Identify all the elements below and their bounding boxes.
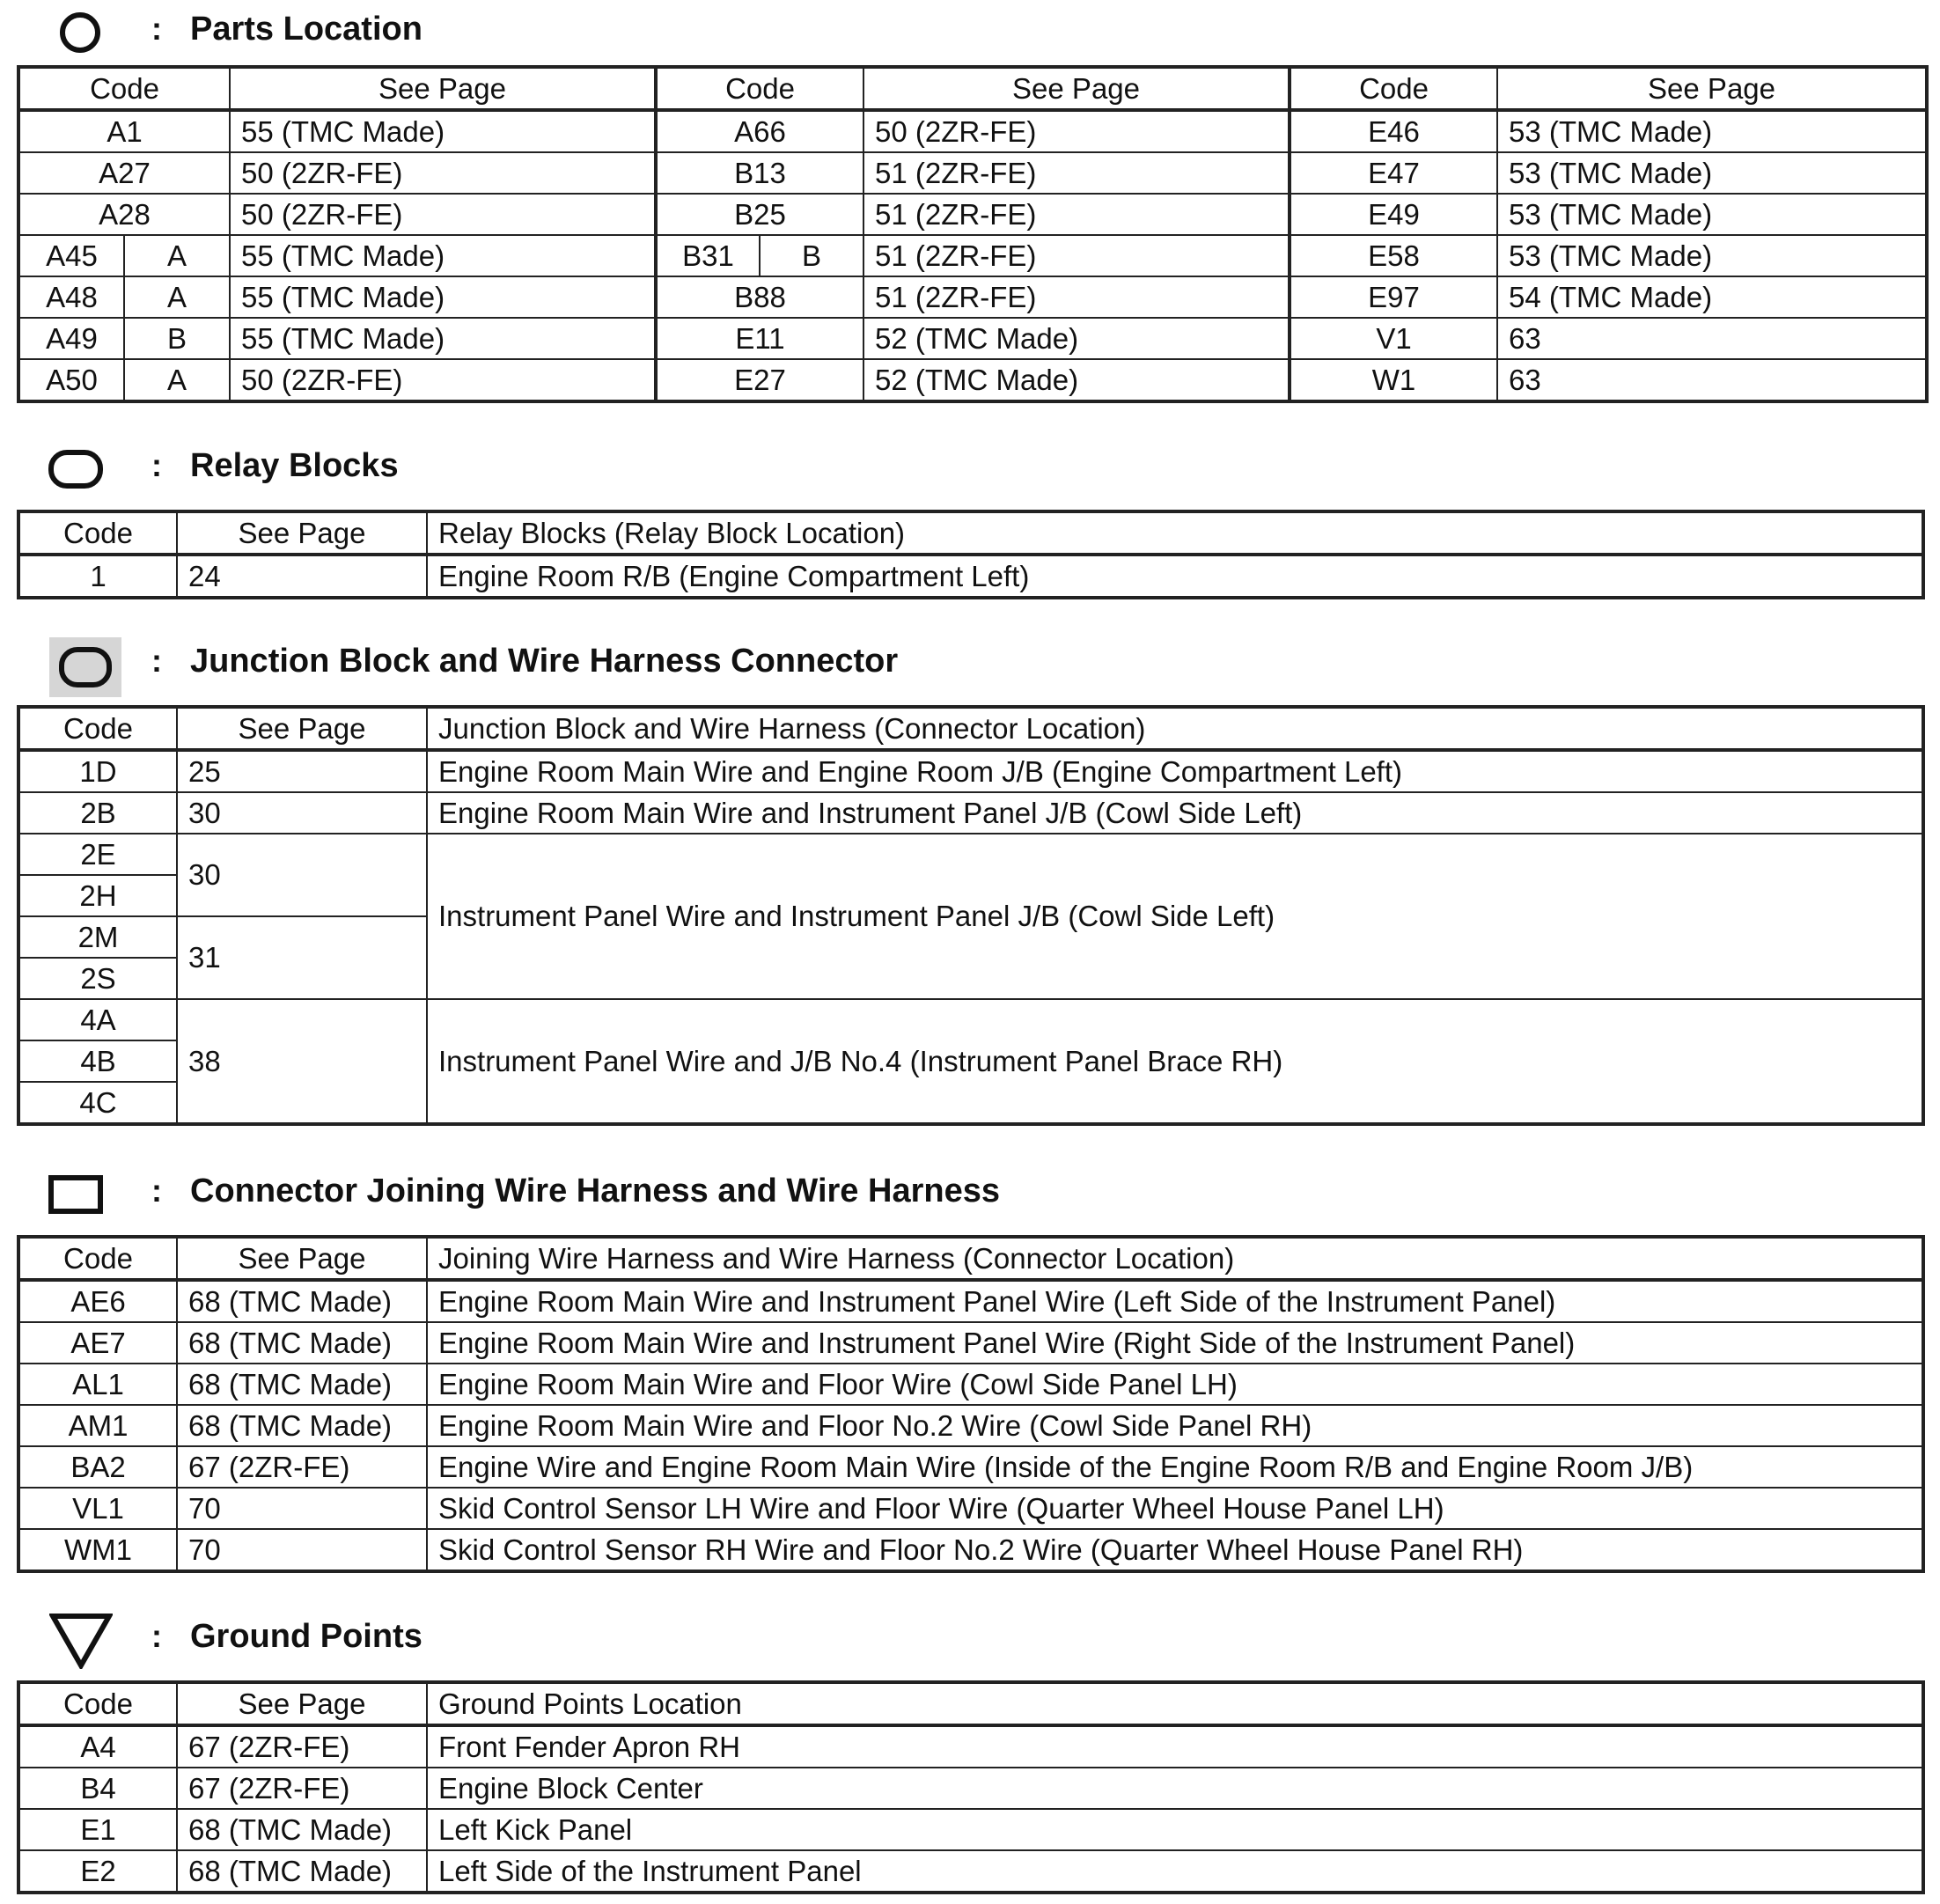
table-row — [18, 1529, 1923, 1571]
code-cell: A50 — [18, 359, 124, 401]
code-cell: E27 — [656, 359, 863, 401]
code-cell: W1 — [1290, 359, 1497, 401]
code-cell: B31 — [656, 235, 760, 276]
rounded-rectangle-icon — [48, 447, 106, 491]
description-cell: Left Side of the Instrument Panel — [427, 1850, 1923, 1893]
header-colon: : — [151, 1618, 162, 1654]
table-header-row — [18, 67, 1927, 110]
code-cell: B13 — [656, 152, 863, 194]
table-row — [18, 1488, 1923, 1529]
header-code: Code — [18, 1682, 177, 1725]
description-cell: Engine Room Main Wire and Floor No.2 Wire (Cowl Side Panel RH) — [427, 1405, 1923, 1446]
header-colon: : — [151, 11, 162, 47]
table-header-row — [18, 707, 1923, 750]
relay-blocks-header — [0, 442, 1940, 495]
table-row — [18, 1850, 1923, 1893]
table-header-row — [18, 1682, 1923, 1725]
code-cell: AE6 — [18, 1280, 177, 1322]
header-colon: : — [151, 447, 162, 483]
page-cell: 51 (2ZR-FE) — [863, 276, 1290, 318]
section-title: Junction Block and Wire Harness Connector — [190, 643, 899, 680]
code-cell: A66 — [656, 110, 863, 152]
page-cell: 50 (2ZR-FE) — [230, 194, 656, 235]
table-row — [18, 235, 1927, 276]
code-cell: E58 — [1290, 235, 1497, 276]
table-row — [18, 359, 1927, 401]
table-header-row — [18, 511, 1923, 555]
junction-block-header — [0, 637, 1940, 690]
table-row — [18, 1725, 1923, 1768]
page-cell: 53 (TMC Made) — [1497, 235, 1927, 276]
header-code: Code — [656, 67, 863, 110]
table-header-row — [18, 1237, 1923, 1280]
description-cell: Instrument Panel Wire and J/B No.4 (Instrument Panel Brace RH) — [427, 999, 1923, 1124]
code-cell: E2 — [18, 1850, 177, 1893]
code-cell: A4 — [18, 1725, 177, 1768]
code-cell: 2S — [18, 958, 177, 999]
code-cell: AE7 — [18, 1322, 177, 1364]
description-cell: Engine Wire and Engine Room Main Wire (Inside of the Engine Room R/B and Engine Room J/B) — [427, 1446, 1923, 1488]
description-cell: Engine Block Center — [427, 1768, 1923, 1809]
table-row — [18, 1322, 1923, 1364]
page-cell: 68 (TMC Made) — [177, 1850, 427, 1893]
description-cell: Engine Room Main Wire and Instrument Panel Wire (Left Side of the Instrument Panel) — [427, 1280, 1923, 1322]
code-cell: A49 — [18, 318, 124, 359]
header-description: Junction Block and Wire Harness (Connector Location) — [427, 707, 1923, 750]
page-cell: 24 — [177, 555, 427, 598]
page-cell: 25 — [177, 750, 427, 792]
table-row — [18, 1405, 1923, 1446]
sub-code-cell: B — [124, 318, 230, 359]
table-row — [18, 555, 1923, 598]
header-see-page: See Page — [177, 511, 427, 555]
code-cell: 4A — [18, 999, 177, 1040]
header-code: Code — [18, 707, 177, 750]
page-cell: 63 — [1497, 359, 1927, 401]
page-cell: 55 (TMC Made) — [230, 235, 656, 276]
page-cell: 68 (TMC Made) — [177, 1809, 427, 1850]
header-see-page: See Page — [177, 1682, 427, 1725]
section-title: Ground Points — [190, 1618, 423, 1655]
code-cell: A45 — [18, 235, 124, 276]
header-colon: : — [151, 1173, 162, 1209]
table-row — [18, 1446, 1923, 1488]
page-cell: 70 — [177, 1488, 427, 1529]
sub-code-cell: A — [124, 276, 230, 318]
table-row — [18, 1280, 1923, 1322]
table-row — [18, 276, 1927, 318]
code-cell: V1 — [1290, 318, 1497, 359]
description-cell: Engine Room Main Wire and Instrument Panel J/B (Cowl Side Left) — [427, 792, 1923, 834]
sub-code-cell: A — [124, 235, 230, 276]
code-cell: 1D — [18, 750, 177, 792]
description-cell: Engine Room R/B (Engine Compartment Left) — [427, 555, 1923, 598]
code-cell: 2E — [18, 834, 177, 875]
section-title: Connector Joining Wire Harness and Wire Harness — [190, 1173, 1000, 1209]
code-cell: E46 — [1290, 110, 1497, 152]
section-title: Parts Location — [190, 11, 423, 48]
circle-icon — [58, 11, 102, 55]
description-cell: Instrument Panel Wire and Instrument Panel J/B (Cowl Side Left) — [427, 834, 1923, 999]
page-cell: 63 — [1497, 318, 1927, 359]
sub-code-cell: B — [760, 235, 863, 276]
code-cell: A27 — [18, 152, 230, 194]
table-row — [18, 999, 1923, 1040]
page-cell: 50 (2ZR-FE) — [230, 359, 656, 401]
header-see-page: See Page — [230, 67, 656, 110]
connector-joining-header — [0, 1167, 1940, 1220]
header-description: Joining Wire Harness and Wire Harness (Connector Location) — [427, 1237, 1923, 1280]
code-cell: E11 — [656, 318, 863, 359]
shaded-rounded-rectangle-icon — [49, 637, 121, 697]
code-cell: 4B — [18, 1040, 177, 1082]
description-cell: Skid Control Sensor RH Wire and Floor No.2 Wire (Quarter Wheel House Panel RH) — [427, 1529, 1923, 1571]
relay-blocks-table — [17, 510, 1925, 599]
connector-joining-table — [17, 1235, 1925, 1573]
table-row — [18, 792, 1923, 834]
section-title: Relay Blocks — [190, 447, 399, 484]
code-cell: 2M — [18, 916, 177, 958]
page-cell: 55 (TMC Made) — [230, 276, 656, 318]
page-cell: 30 — [177, 792, 427, 834]
page-cell: 53 (TMC Made) — [1497, 110, 1927, 152]
page-cell: 51 (2ZR-FE) — [863, 235, 1290, 276]
page-cell: 51 (2ZR-FE) — [863, 194, 1290, 235]
table-row — [18, 318, 1927, 359]
description-cell: Engine Room Main Wire and Floor Wire (Cowl Side Panel LH) — [427, 1364, 1923, 1405]
code-cell: VL1 — [18, 1488, 177, 1529]
code-cell: E47 — [1290, 152, 1497, 194]
page-cell: 67 (2ZR-FE) — [177, 1446, 427, 1488]
table-row — [18, 110, 1927, 152]
table-row — [18, 750, 1923, 792]
ground-triangle-icon — [49, 1613, 113, 1669]
description-cell: Engine Room Main Wire and Instrument Panel Wire (Right Side of the Instrument Panel) — [427, 1322, 1923, 1364]
code-cell: A1 — [18, 110, 230, 152]
page-cell: 30 — [177, 834, 427, 916]
page-cell: 67 (2ZR-FE) — [177, 1725, 427, 1768]
code-cell: AM1 — [18, 1405, 177, 1446]
code-cell: BA2 — [18, 1446, 177, 1488]
junction-block-table — [17, 705, 1925, 1126]
description-cell: Skid Control Sensor LH Wire and Floor Wire (Quarter Wheel House Panel LH) — [427, 1488, 1923, 1529]
code-cell: B88 — [656, 276, 863, 318]
page-cell: 52 (TMC Made) — [863, 359, 1290, 401]
page-cell: 38 — [177, 999, 427, 1124]
ground-points-table — [17, 1680, 1925, 1894]
ground-points-header — [0, 1613, 1940, 1665]
header-code: Code — [18, 1237, 177, 1280]
page-cell: 68 (TMC Made) — [177, 1364, 427, 1405]
code-cell: E1 — [18, 1809, 177, 1850]
code-cell: 4C — [18, 1082, 177, 1124]
code-cell: E97 — [1290, 276, 1497, 318]
code-cell: AL1 — [18, 1364, 177, 1405]
header-see-page: See Page — [1497, 67, 1927, 110]
rectangle-icon — [48, 1173, 106, 1217]
header-see-page: See Page — [863, 67, 1290, 110]
page-cell: 53 (TMC Made) — [1497, 194, 1927, 235]
description-cell: Front Fender Apron RH — [427, 1725, 1923, 1768]
table-row — [18, 1809, 1923, 1850]
page-cell: 50 (2ZR-FE) — [863, 110, 1290, 152]
code-cell: 1 — [18, 555, 177, 598]
page-cell: 51 (2ZR-FE) — [863, 152, 1290, 194]
code-cell: B25 — [656, 194, 863, 235]
code-cell: A48 — [18, 276, 124, 318]
header-description: Relay Blocks (Relay Block Location) — [427, 511, 1923, 555]
table-row — [18, 152, 1927, 194]
page-cell: 68 (TMC Made) — [177, 1405, 427, 1446]
page-cell: 55 (TMC Made) — [230, 318, 656, 359]
page-cell: 70 — [177, 1529, 427, 1571]
page-cell: 68 (TMC Made) — [177, 1280, 427, 1322]
page-cell: 68 (TMC Made) — [177, 1322, 427, 1364]
header-see-page: See Page — [177, 707, 427, 750]
table-row — [18, 834, 1923, 875]
page-cell: 52 (TMC Made) — [863, 318, 1290, 359]
parts-location-table — [17, 65, 1929, 403]
page-cell: 54 (TMC Made) — [1497, 276, 1927, 318]
header-code: Code — [1290, 67, 1497, 110]
description-cell: Engine Room Main Wire and Engine Room J/B (Engine Compartment Left) — [427, 750, 1923, 792]
code-cell: 2B — [18, 792, 177, 834]
code-cell: 2H — [18, 875, 177, 916]
page-cell: 53 (TMC Made) — [1497, 152, 1927, 194]
page-cell: 31 — [177, 916, 427, 999]
table-row — [18, 1364, 1923, 1405]
code-cell: B4 — [18, 1768, 177, 1809]
table-row — [18, 1768, 1923, 1809]
code-cell: E49 — [1290, 194, 1497, 235]
code-cell: A28 — [18, 194, 230, 235]
header-see-page: See Page — [177, 1237, 427, 1280]
page-cell: 67 (2ZR-FE) — [177, 1768, 427, 1809]
page-cell: 50 (2ZR-FE) — [230, 152, 656, 194]
table-row — [18, 194, 1927, 235]
description-cell: Left Kick Panel — [427, 1809, 1923, 1850]
header-code: Code — [18, 67, 230, 110]
parts-location-header — [0, 5, 1940, 58]
header-description: Ground Points Location — [427, 1682, 1923, 1725]
sub-code-cell: A — [124, 359, 230, 401]
header-code: Code — [18, 511, 177, 555]
code-cell: WM1 — [18, 1529, 177, 1571]
header-colon: : — [151, 643, 162, 679]
page-cell: 55 (TMC Made) — [230, 110, 656, 152]
